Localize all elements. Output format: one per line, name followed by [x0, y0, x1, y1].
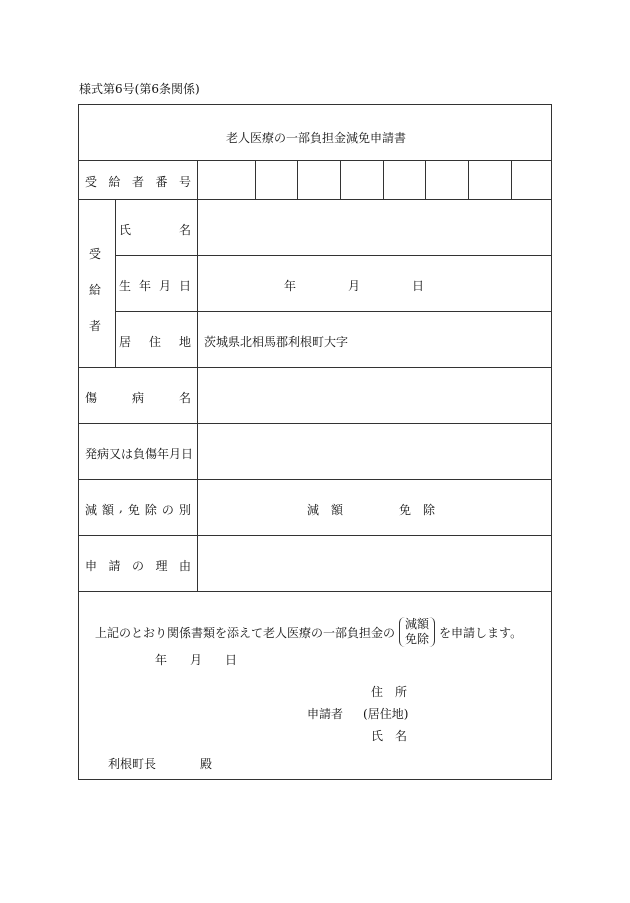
- name-label: 氏 名: [119, 223, 191, 237]
- onset-date-label: 発病又は負傷年月日: [85, 447, 194, 461]
- applicant-name-label: 氏 名: [371, 729, 407, 743]
- reason-label: 申 請 の 理 由: [85, 559, 191, 573]
- row-divider: [115, 311, 551, 312]
- birthdate-label: 生 年 月 日: [119, 279, 191, 293]
- applicant-address-label: 住 所: [371, 685, 407, 699]
- residence-value: 茨城県北相馬郡利根町大字: [204, 335, 349, 349]
- row-divider: [79, 367, 551, 368]
- row-divider: [79, 199, 551, 200]
- row-divider: [115, 255, 551, 256]
- application-statement: 上記のとおり関係書類を添えて老人医療の一部負担金の 減額 免除 を申請します。: [95, 617, 523, 646]
- number-box-divider: [383, 160, 384, 199]
- number-box-divider: [511, 160, 512, 199]
- recipient-group-label: 受 給 者: [88, 247, 101, 333]
- number-box-divider: [425, 160, 426, 199]
- row-divider: [79, 535, 551, 536]
- form-number-label: 様式第6号(第6条関係): [79, 82, 200, 96]
- application-form: [78, 104, 552, 780]
- reduction-exemption-brace: 減額 免除: [399, 617, 435, 647]
- row-divider: [79, 591, 551, 592]
- number-box-divider: [255, 160, 256, 199]
- row-divider: [79, 423, 551, 424]
- number-box-divider: [297, 160, 298, 199]
- reduction-option[interactable]: 減 額: [307, 503, 344, 517]
- form-title: 老人医療の一部負担金減免申請書: [225, 131, 406, 145]
- column-divider: [197, 160, 198, 591]
- recipient-number-label: 受 給 者 番 号: [85, 175, 191, 189]
- application-date: 年 月 日: [155, 653, 237, 667]
- residence-label: 居 住 地: [119, 335, 191, 349]
- number-box-divider: [340, 160, 341, 199]
- row-divider: [79, 160, 551, 161]
- row-divider: [79, 479, 551, 480]
- birthdate-value: 年 月 日: [284, 279, 424, 293]
- addressee: 利根町長 殿: [108, 757, 213, 771]
- exemption-option[interactable]: 免 除: [399, 503, 436, 517]
- column-divider: [115, 199, 116, 367]
- reduction-type-label: 減 額 , 免 除 の 別: [85, 501, 191, 517]
- number-box-divider: [468, 160, 469, 199]
- disease-name-label: 傷 病 名: [85, 391, 191, 405]
- applicant-label: 申請者 (居住地): [307, 707, 409, 721]
